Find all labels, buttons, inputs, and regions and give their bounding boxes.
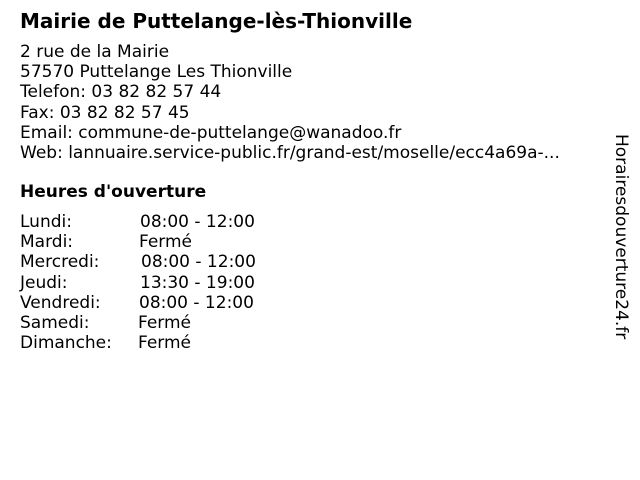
day-label: Lundi: [20, 212, 72, 232]
email-address: Email: commune-de-puttelange@wanadoo.fr [20, 122, 402, 143]
day-label: Mercredi: [20, 252, 100, 273]
day-label: Samedi: [20, 312, 90, 333]
phone-number: Telefon: 03 82 82 57 44 [20, 82, 222, 103]
contact-info [20, 42, 560, 163]
day-hours: 08:00 - 12:00 [140, 212, 255, 232]
page-title: Mairie de Puttelange-lès-Thionville [20, 9, 413, 33]
day-label: Vendredi: [20, 292, 101, 313]
website-url: Web: lannuaire.service-public.fr/grand-est/moselle/ecc4a69a-... [20, 142, 560, 163]
street-address: 2 rue de la Mairie [20, 42, 170, 62]
day-hours: Fermé [139, 232, 193, 253]
day-label: Dimanche: [20, 333, 112, 354]
city-address: 57570 Puttelange Les Thionville [20, 62, 293, 83]
day-label: Jeudi: [20, 272, 68, 293]
day-hours: 08:00 - 12:00 [141, 252, 256, 273]
day-hours: 13:30 - 19:00 [140, 272, 255, 293]
day-hours: 08:00 - 12:00 [139, 292, 254, 313]
opening-hours-heading: Heures d'ouverture [20, 182, 207, 202]
day-label: Mardi: [20, 232, 74, 253]
day-hours: Fermé [138, 333, 192, 354]
fax-number: Fax: 03 82 82 57 45 [20, 102, 190, 123]
site-brand-watermark: Horairesdouverture24.fr [611, 134, 631, 340]
day-hours: Fermé [138, 312, 192, 333]
